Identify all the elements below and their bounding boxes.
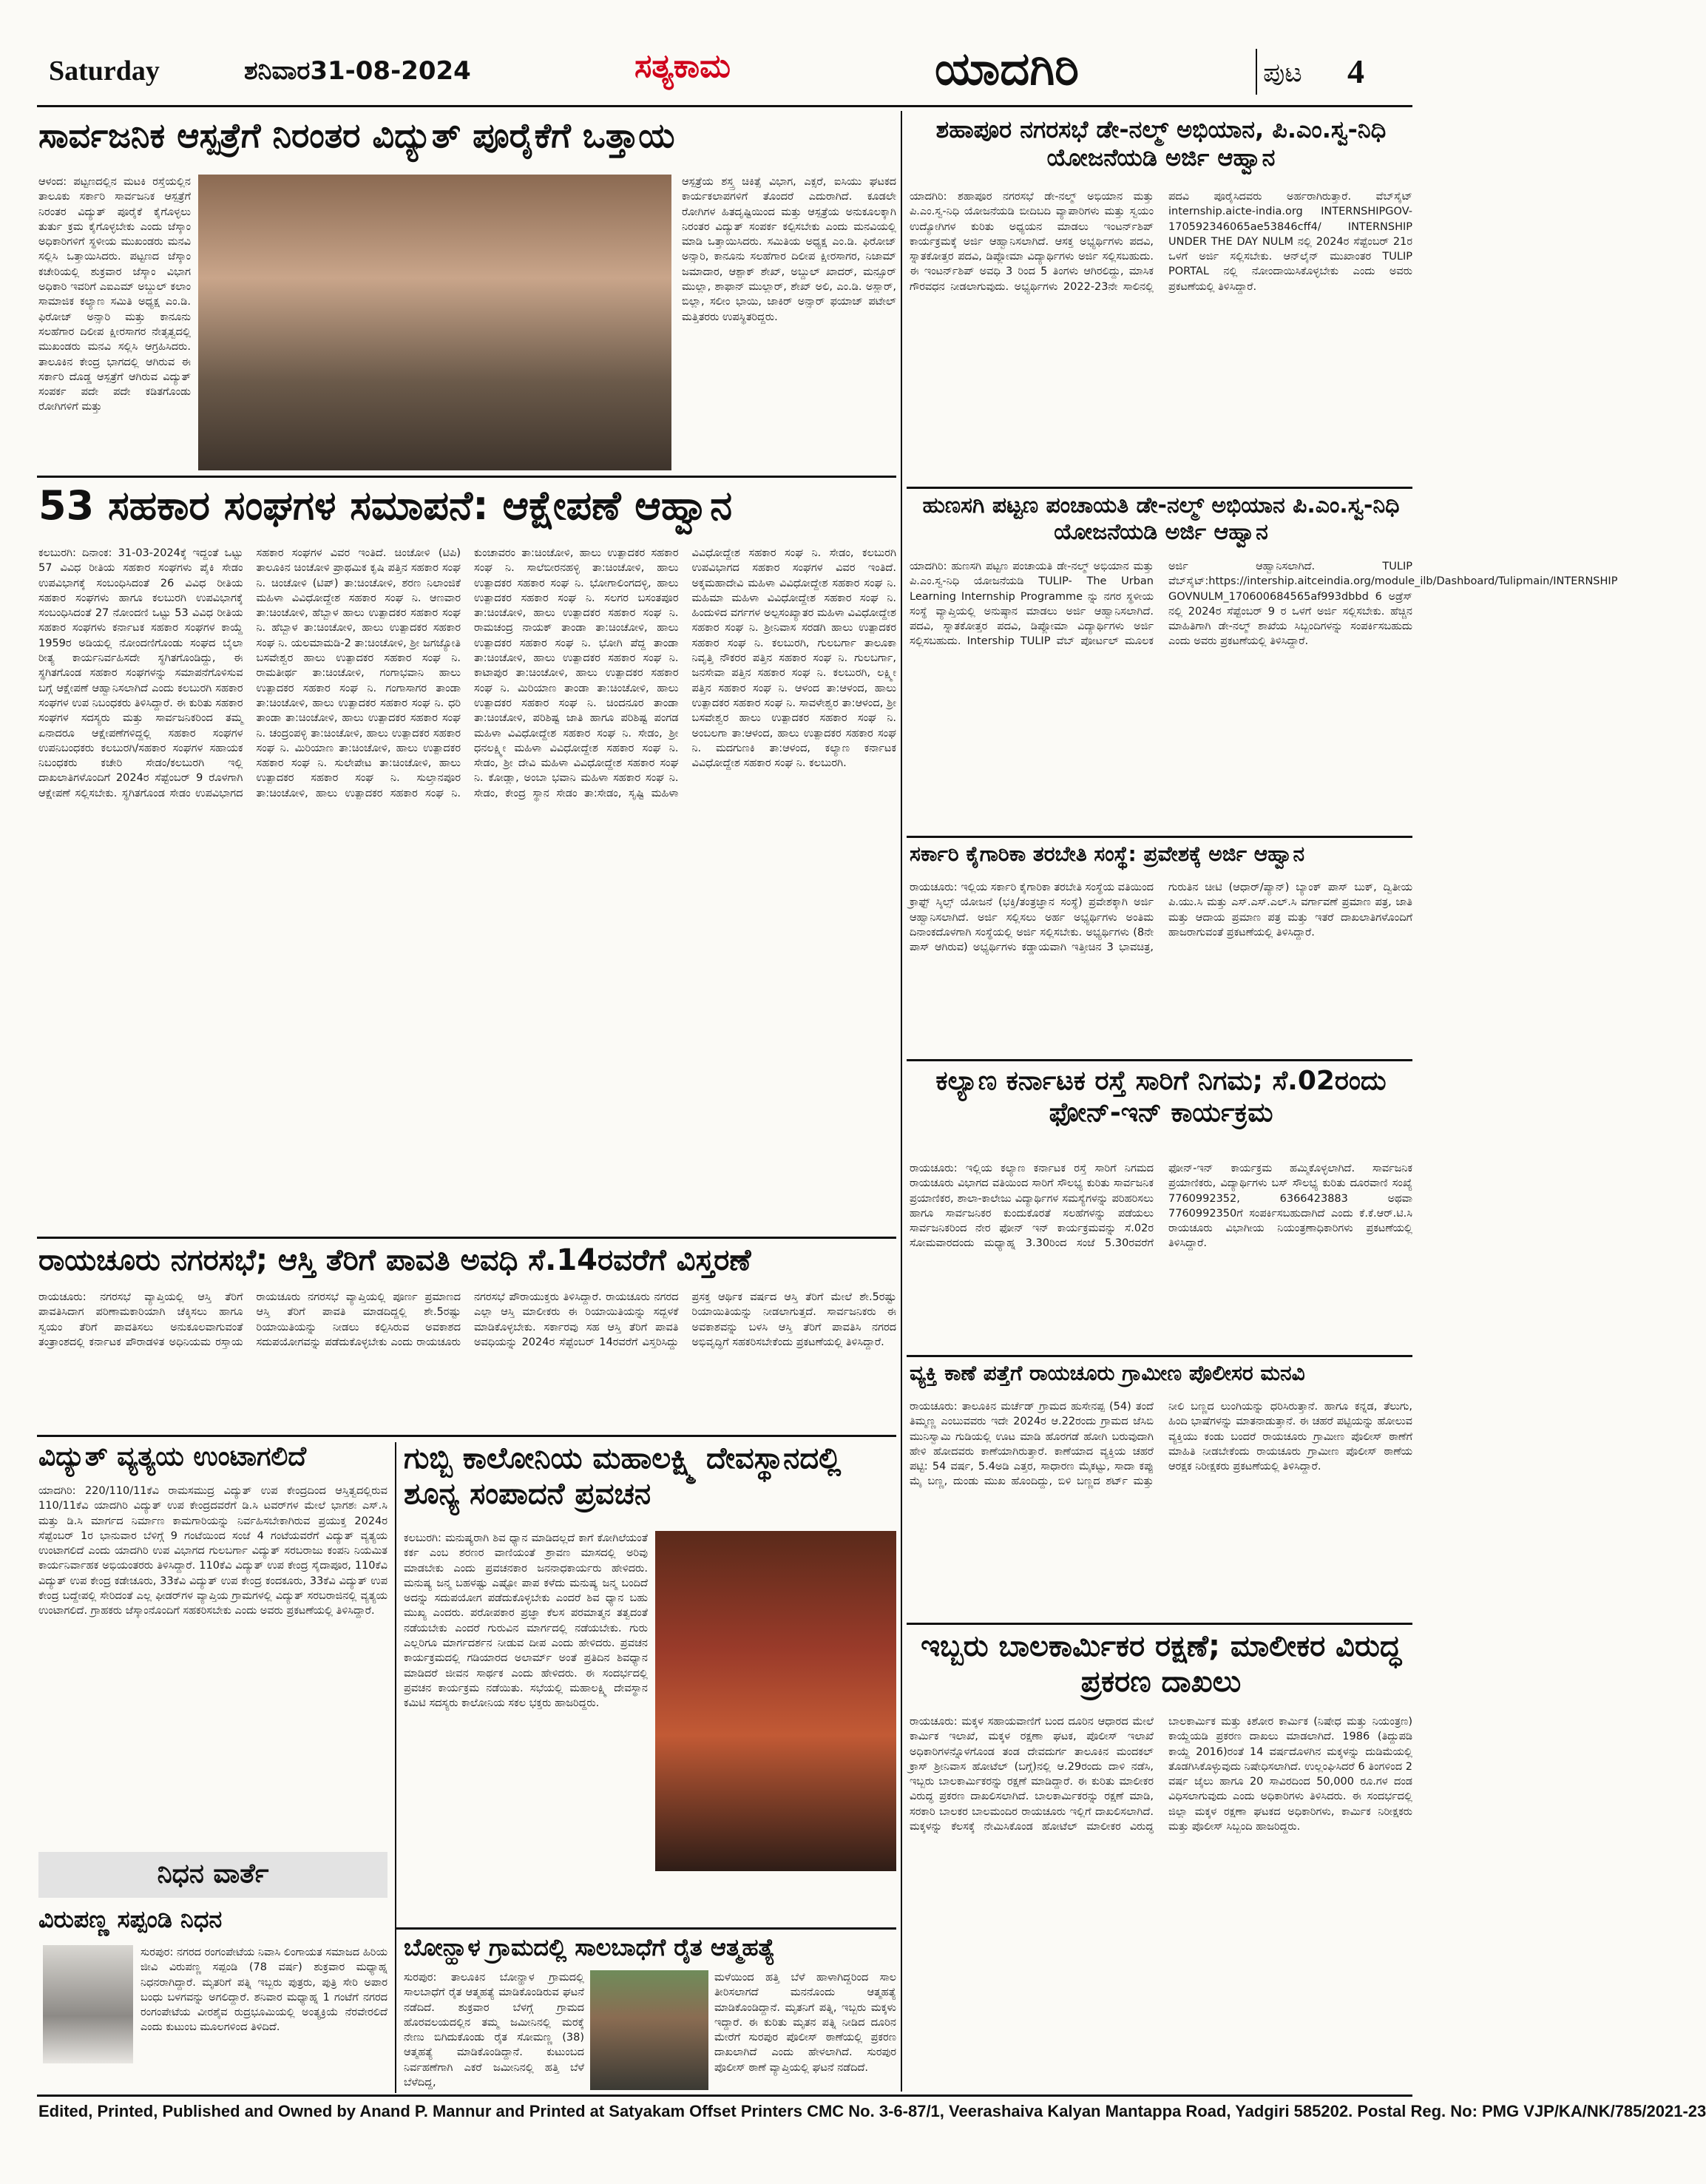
page-number: 4 bbox=[1347, 53, 1364, 90]
article-body: ಆಳಂದ: ಪಟ್ಟಣದಲ್ಲಿನ ಮಟಕಿ ರಸ್ತೆಯಲ್ಲಿನ ತಾಲೂಕು ಸರ್ಕಾರಿ ಸಾರ್ವಜನಿಕ ಆಸ್ಪತ್ರೆಗೆ ನಿರಂತರ ವಿದ್ಯುತ್ ಪೂರೈಕೆ ಕೈಗೊಳ್ಳಲು ತುರ್ತು ಕ್ರಮ ಕೈಗೊಳ್ಳಬೇಕು ಎಂದು ಜೆಸ್ಕಾಂ ಅಧಿಕಾರಿಗಳಿಗೆ ಸ್ಥಳೀಯ ಮುಖಂಡರು ಮನವಿ ಸಲ್ಲಿಸಿ ಒತ್ತಾಯಿಸಿದರು. ಪಟ್ಟಣದ ಜೆಸ್ಕಾಂ ಕಚೇರಿಯಲ್ಲಿ ಶುಕ್ರವಾರ ಜೆಸ್ಕಾಂ ವಿಭಾಗ ಅಧಿಕಾರಿ ಇವರಿಗೆ ಎಐಎಮ್ ಅಬ್ದುಲ್ ಕಲಾಂ ಸಾಮಾಜಿಕ ಕಲ್ಯಾಣ ಸಮಿತಿ ಅಧ್ಯಕ್ಷ ಎಂ.ಡಿ. ಫಿರೋಜ್ ಅನ್ಸಾರಿ ಮತ್ತು ಕಾನೂನು ಸಲಹೆಗಾರ ದಿಲೀಪ ಕ್ಷೀರಸಾಗರ ನೇತೃತ್ವದಲ್ಲಿ ಮುಖಂಡರು ಮನವಿ ಸಲ್ಲಿಸಿ ಆಗ್ರಹಿಸಿದರು. ತಾಲೂಕಿನ ಕೇಂದ್ರ ಭಾಗದಲ್ಲಿ ಆಗಿರುವ ಈ ಸರ್ಕಾರಿ ದೊಡ್ಡ ಆಸ್ಪತ್ರೆಗೆ ಆಗಿರುವ ವಿದ್ಯುತ್ ಸಂಪರ್ಕ ಪದೇ ಪದೇ ಕಡಿತಗೊಂಡು ರೋಗಿಗಳಿಗೆ ಮತ್ತು bbox=[38, 176, 191, 413]
article-body: ಸುರಪುರ: ತಾಲೂಕಿನ ಬೋನ್ಹಾಳ ಗ್ರಾಮದಲ್ಲಿ ಸಾಲಬಾಧೆಗೆ ರೈತ ಆತ್ಮಹತ್ಯೆ ಮಾಡಿಕೊಂಡಿರುವ ಘಟನೆ ನಡೆದಿದೆ. ಶುಕ್ರವಾರ ಬೆಳಗ್ಗೆ ಗ್ರಾಮದ ಹೊರವಲಯದಲ್ಲಿನ ತಮ್ಮ ಜಮೀನಿನಲ್ಲಿ ಮರಕ್ಕೆ ನೇಣು ಬಿಗಿದುಕೊಂಡು ರೈತ ಸೋಮಣ್ಣ (38) ಆತ್ಮಹತ್ಯೆ ಮಾಡಿಕೊಂಡಿದ್ದಾನೆ. ಕುಟುಂಬದ ನಿರ್ವಹಣೆಗಾಗಿ ಎಕರೆ ಜಮೀನಿನಲ್ಲಿ ಹತ್ತಿ ಬೆಳೆ ಬೆಳೆದಿದ್ದ, bbox=[404, 1972, 584, 2089]
article-body: ರಾಯಚೂರು: ಮಕ್ಕಳ ಸಹಾಯವಾಣಿಗೆ ಬಂದ ದೂರಿನ ಆಧಾರದ ಮೇಲೆ ಕಾರ್ಮಿಕ ಇಲಾಖೆ, ಮಕ್ಕಳ ರಕ್ಷಣಾ ಘಟಕ, ಪೊಲೀಸ್ ಇಲಾಖೆ ಅಧಿಕಾರಿಗಳನ್ನೊಳಗೊಂಡ ತಂಡ ದೇವದುರ್ಗ ತಾಲೂಕಿನ ಮಂದಕಲ್ ಕ್ರಾಸ್ ಶ್ರೀನಿವಾಸ ಹೋಟೆಲ್ (ಬಗ್ಗೆ)ನಲ್ಲಿ ಆ.29ರಂದು ದಾಳಿ ನಡೆಸಿ, ಇಬ್ಬರು ಬಾಲಕಾರ್ಮಿಕರನ್ನು ರಕ್ಷಣೆ ಮಾಡಿದ್ದಾರೆ. ಈ ಕುರಿತು ಮಾಲೀಕರ ವಿರುದ್ಧ ಪ್ರಕರಣ ದಾಖಲಿಸಲಾಗಿದೆ. ಬಾಲಕಾರ್ಮಿಕರನ್ನು ರಕ್ಷಣೆ ಮಾಡಿ, ಸರಕಾರಿ ಬಾಲಕರ ಬಾಲಮಂದಿರ ರಾಯಚೂರು ಇಲ್ಲಿಗೆ ದಾಖಲಿಸಲಾಗಿದೆ. ಮಕ್ಕಳನ್ನು ಕೆಲಸಕ್ಕೆ ನೇಮಿಸಿಕೊಂಡ ಹೋಟೆಲ್ ಮಾಲೀಕರ ವಿರುದ್ಧ ಬಾಲಕಾರ್ಮಿಕ ಮತ್ತು ಕಿಶೋರ ಕಾರ್ಮಿಕ (ನಿಷೇಧ ಮತ್ತು ನಿಯಂತ್ರಣ) ಕಾಯ್ದೆಯಡಿ ಪ್ರಕರಣ ದಾಖಲು ಮಾಡಲಾಗಿದೆ. 1986 (ತಿದ್ದುಪಡಿ ಕಾಯ್ದೆ 2016)ರಂತೆ 14 ವರ್ಷದೊಳಗಿನ ಮಕ್ಕಳನ್ನು ದುಡಿಮೆಯಲ್ಲಿ ತೊಡಗಿಸಿಕೊಳ್ಳುವುದು ನಿಷೇಧಿಸಲಾಗಿದೆ. ಉಲ್ಲಂಘಿಸಿದರೆ 6 ತಿಂಗಳಿಂದ 2 ವರ್ಷ ಜೈಲು ಹಾಗೂ 20 ಸಾವಿರದಿಂದ 50,000 ರೂ.ಗಳ ದಂಡ ವಿಧಿಸಲಾಗುವುದು ಎಂದು ಅಧಿಕಾರಿಗಳು ತಿಳಿಸಿದರು. ಈ ಸಂದರ್ಭದಲ್ಲಿ ಜಿಲ್ಲಾ ಮಕ್ಕಳ ರಕ್ಷಣಾ ಘಟಕದ ಅಧಿಕಾರಿಗಳು, ಕಾರ್ಮಿಕ ನಿರೀಕ್ಷಕರು ಮತ್ತು ಪೊಲೀಸ್ ಸಿಬ್ಬಂದಿ ಹಾಜರಿದ್ದರು. bbox=[910, 1716, 1412, 1833]
page-label: ಪುಟ bbox=[1263, 58, 1302, 88]
article-body: ರಾಯಚೂರು: ನಗರಸಭೆ ವ್ಯಾಪ್ತಿಯಲ್ಲಿ ಆಸ್ತಿ ತೆರಿಗೆ ಪಾವತಿಸಿದಾಗ ಪರಿಣಾಮಕಾರಿಯಾಗಿ ಚೆಕ್ಕಿಸಲು ಹಾಗೂ ಸ್ವಯಂ ತೆರಿಗೆ ಪಾವತಿಸಲು ಅನುಕೂಲವಾಗುವಂತೆ ತಂತ್ರಾಂಶದಲ್ಲಿ ಕರ್ನಾಟಕ ಪೌರಾಡಳಿತ ಅಧಿನಿಯಮ ರಸ್ತಾಯ ರಾಯಚೂರು ನಗರಸಭೆ ವ್ಯಾಪ್ತಿಯಲ್ಲಿ ಪೂರ್ಣ ಪ್ರಮಾಣದ ಆಸ್ತಿ ತೆರಿಗೆ ಪಾವತಿ ಮಾಡದಿದ್ದಲ್ಲಿ ಶೇ.5ರಷ್ಟು ರಿಯಾಯಿತಿಯನ್ನು ನೀಡಲು ಕಲ್ಪಿಸಿರುವ ಅವಕಾಶದ ಸದುಪಯೋಗವನ್ನು ಪಡೆದುಕೊಳ್ಳಬೇಕು ಎಂದು ರಾಯಚೂರು ನಗರಸಭೆ ಪೌರಾಯುಕ್ತರು ತಿಳಿಸಿದ್ದಾರೆ. ರಾಯಚೂರು ನಗರದ ಎಲ್ಲಾ ಆಸ್ತಿ ಮಾಲೀಕರು ಈ ರಿಯಾಯಿತಿಯನ್ನು ಸದ್ಬಳಕೆ ಮಾಡಿಕೊಳ್ಳಬೇಕು. ಸರ್ಕಾರವು ಸಹ ಆಸ್ತಿ ತೆರಿಗೆ ಪಾವತಿ ಅವಧಿಯನ್ನು 2024ರ ಸೆಪ್ಟೆಂಬರ್ 14ರವರೆಗೆ ವಿಸ್ತರಿಸಿದ್ದು ಪ್ರಸಕ್ತ ಆರ್ಥಿಕ ವರ್ಷದ ಆಸ್ತಿ ತೆರಿಗೆ ಮೇಲೆ ಶೇ.5ರಷ್ಟು ರಿಯಾಯಿತಿಯನ್ನು ನೀಡಲಾಗುತ್ತದೆ. ಸಾರ್ವಜನಿಕರು ಈ ಅವಕಾಶವನ್ನು ಬಳಸಿ ಆಸ್ತಿ ತೆರಿಗೆ ಪಾವತಿಸಿ ನಗರದ ಅಭಿವೃದ್ಧಿಗೆ ಸಹಕರಿಸಬೇಕೆಂದು ಪ್ರಕಟಣೆಯಲ್ಲಿ ತಿಳಿಸಿದ್ದಾರೆ. bbox=[38, 1291, 896, 1348]
news-photo bbox=[198, 175, 671, 470]
article-body: ಆಸ್ಪತ್ರೆಯ ಶಸ್ತ್ರ ಚಿಕಿತ್ಸೆ ವಿಭಾಗ, ಎಕ್ಸರೆ, ಐಸಿಯು ಘಟಕದ ಕಾರ್ಯಕಲಾಪಗಳಿಗೆ ತೊಂದರೆ ಎದುರಾಗಿದೆ. ಕೂಡಲೇ ರೋಗಿಗಳ ಹಿತದೃಷ್ಟಿಯಿಂದ ಮತ್ತು ಆಸ್ಪತ್ರೆಯ ಅನುಕೂಲಕ್ಕಾಗಿ ನಿರಂತರ ವಿದ್ಯುತ್ ಸಂಪರ್ಕ ಕಲ್ಪಿಸಬೇಕು ಎಂದು ಮನವಿಯಲ್ಲಿ ಮಾಡಿ ಒತ್ತಾಯಿಸಿದರು. ಸಮಿತಿಯ ಅಧ್ಯಕ್ಷ ಎಂ.ಡಿ. ಫಿರೋಜ್ ಅನ್ಸಾರಿ, ಕಾನೂನು ಸಲಹೆಗಾರ ದಿಲೀಪ ಕ್ಷೀರಸಾಗರ, ನಿಜಾಮ್ ಜಮಾದಾರ, ಆಶ್ಪಾಕ್ ಶೇಖ್, ಅಬ್ದುಲ್ ಖಾದರ್, ಮನ್ಸೂರ್ ಮುಲ್ಲಾ, ಶಾಫಾನ್ ಮುಲ್ಲಾರ್, ಶೇಖ್ ಅಲಿ, ಎಂ.ಡಿ. ಅಸ್ಲಾರ್, ಬಿಲ್ಲಾ, ಸಲೀಂ ಭಾಯಿ, ಜಾಕಿರ್ ಅನ್ಸಾರ್ ಫಯಾಜ್ ಪಟೇಲ್ ಮತ್ತಿತರರು ಉಪಸ್ಥಿತರಿದ್ದರು. bbox=[682, 176, 896, 323]
article-headline: ಶಹಾಪೂರ ನಗರಸಭೆ ಡೇ-ನಲ್ಮ್ ಅಭಿಯಾನ, ಪಿ.ಎಂ.ಸ್ವ-ನಿಧಿ ಯೋಜನೆಯಡಿ ಅರ್ಜಿ ಆಹ್ವಾನ bbox=[935, 115, 1387, 172]
section-rule bbox=[907, 836, 1412, 838]
farmer-photo bbox=[590, 1970, 708, 2090]
article-body: ರಾಯಚೂರು: ಇಲ್ಲಿಯ ಕಲ್ಯಾಣ ಕರ್ನಾಟಕ ರಸ್ತೆ ಸಾರಿಗೆ ನಿಗಮದ ರಾಯಚೂರು ವಿಭಾಗದ ವತಿಯಿಂದ ಸಾರಿಗೆ ಸೌಲಭ್ಯ ಕುರಿತು ಸಾರ್ವಜನಿಕ ಪ್ರಯಾಣಿಕರ, ಶಾಲಾ-ಕಾಲೇಜು ವಿದ್ಯಾರ್ಥಿಗಳ ಸಮಸ್ಯೆಗಳನ್ನು ಪರಿಹರಿಸಲು ಹಾಗೂ ಸಾರ್ವಜನಿಕರ ಕುಂದುಕೊರತೆ ಸಲಹೆಗಳನ್ನು ಪಡೆಯಲು ಸಾರ್ವಜನಿಕರಿಂದ ನೇರ ಫೋನ್ ಇನ್ ಕಾರ್ಯಕ್ರಮವನ್ನು ಸೆ.02ರ ಸೋಮವಾರದಂದು ಮಧ್ಯಾಹ್ನ 3.30ರಿಂದ ಸಂಜೆ 5.30ರವರೆಗೆ ಫೋನ್-ಇನ್ ಕಾರ್ಯಕ್ರಮ ಹಮ್ಮಿಕೊಳ್ಳಲಾಗಿದೆ. ಸಾರ್ವಜನಿಕ ಪ್ರಯಾಣಿಕರು, ವಿದ್ಯಾರ್ಥಿಗಳು ಬಸ್ ಸೌಲಭ್ಯ ಕುರಿತು ದೂರವಾಣಿ ಸಂಖ್ಯೆ 7760992352, 6366423883 ಅಥವಾ 7760992350ಗೆ ಸಂಪರ್ಕಿಸಬಹುದಾಗಿದೆ ಎಂದು ಕೆ.ಕೆ.ಆರ್.ಟಿ.ಸಿ ರಾಯಚೂರು ವಿಭಾಗೀಯ ನಿಯಂತ್ರಣಾಧಿಕಾರಿಗಳು ಪ್ರಕಟಣೆಯಲ್ಲಿ ತಿಳಿಸಿದ್ದಾರೆ. bbox=[910, 1163, 1412, 1250]
article-headline: ಸಾರ್ವಜನಿಕ ಆಸ್ಪತ್ರೆಗೆ ನಿರಂತರ ವಿದ್ಯುತ್ ಪೂರೈಕೆಗೆ ಒತ್ತಾಯ bbox=[38, 115, 675, 155]
section-rule bbox=[37, 1435, 896, 1437]
article-body: ಯಾದಗಿರಿ: 220/110/11ಕೆವಿ ರಾಮಸಮುದ್ರ ವಿದ್ಯುತ್ ಉಪ ಕೇಂದ್ರದಿಂದ ಆಸ್ತಿತ್ವದಲ್ಲಿರುವ 110/11ಕೆವಿ ಯಾದಗಿರಿ ವಿದ್ಯುತ್ ಉಪ ಕೇಂದ್ರದವರೆಗೆ ಡಿ.ಸಿ ಟವರ್‌ಗಳ ಮೇಲೆ ಭಾಗಶಃ ಎಸ್.ಸಿ ಮತ್ತು ಡಿ.ಸಿ ಮಾರ್ಗದ ನಿರ್ಮಾಣ ಕಾಮಗಾರಿಯನ್ನು ನಿರ್ವಹಿಸಬೇಕಾಗಿರುವ ಪ್ರಯುಕ್ತ 2024ರ ಸೆಪ್ಟೆಂಬರ್ 1ರ ಭಾನುವಾರ ಬೆಳಿಗ್ಗೆ 9 ಗಂಟೆಯಿಂದ ಸಂಜೆ 4 ಗಂಟೆಯವರೆಗೆ ವಿದ್ಯುತ್ ವ್ಯತ್ಯಯ ಉಂಟಾಗಲಿದೆ ಎಂದು ಯಾದಗಿರಿ ಉಪ ವಿಭಾಗದ ಗುಲಬರ್ಗಾ ವಿದ್ಯುತ್ ಸರಬರಾಜು ಕಂಪನಿ ನಿಯಮಿತ ಕಾರ್ಯನಿರ್ವಾಹಕ ಅಭಿಯಂತರರು ತಿಳಿಸಿದ್ದಾರೆ. 110ಕೆವಿ ವಿದ್ಯುತ್ ಉಪ ಕೇಂದ್ರ ಸೈದಾಪೂರ, 110ಕೆವಿ ವಿದ್ಯುತ್ ಉಪ ಕೇಂದ್ರ ಕಡೇಚೂರು, 33ಕೆವಿ ವಿದ್ಯುತ್ ಉಪ ಕೇಂದ್ರ ಕಂದಕೂರು, 33ಕೆವಿ ವಿದ್ಯುತ್ ಉಪ ಕೇಂದ್ರ ಬದ್ದೇಪಲ್ಲಿ ಸೇರಿದಂತೆ ಎಲ್ಲ ಫೀಡರ್‌ಗಳ ವ್ಯಾಪ್ತಿಯ ಗ್ರಾಮಗಳಲ್ಲಿ ವಿದ್ಯುತ್ ಸರಬರಾಜಿನಲ್ಲಿ ವ್ಯತ್ಯಯ ಉಂಟಾಗಲಿದೆ. ಗ್ರಾಹಕರು ಜೆಸ್ಕಾಂನೊಂದಿಗೆ ಸಹಕರಿಸಬೇಕು ಎಂದು ಅವರು ಪ್ರಕಟಣೆಯಲ್ಲಿ ತಿಳಿಸಿದ್ದಾರೆ. bbox=[38, 1485, 387, 1617]
edition-city: ಯಾದಗಿರಿ bbox=[935, 41, 1079, 95]
section-rule bbox=[907, 1059, 1412, 1061]
article-headline: ವಿದ್ಯುತ್ ವ್ಯತ್ಯಯ ಉಂಟಾಗಲಿದೆ bbox=[38, 1441, 307, 1472]
article-body: ರಾಯಚೂರು: ತಾಲೂಕಿನ ಮರ್ಚೆಡ್ ಗ್ರಾಮದ ಹುಸೇನಪ್ಪ (54) ತಂದೆ ತಿಮ್ಮಣ್ಣ ಎಂಬುವವರು ಇದೇ 2024ರ ಆ.22ರಂದು ಗ್ರಾಮದ ಜೆಸಿಬಿ ಮುನಿಸ್ವಾಮಿ ಗುಡಿಯಲ್ಲಿ ಊಟ ಮಾಡಿ ಹೊರಗಡೆ ಹೋಗಿ ಬರುವುದಾಗಿ ಹೇಳಿ ಹೋದವರು ಕಾಣೆಯಾಗಿರುತ್ತಾರೆ. ಕಾಣೆಯಾದ ವ್ಯಕ್ತಿಯ ಚಹರೆ ಪಟ್ಟಿ: 54 ವರ್ಷ, 5.4ಅಡಿ ಎತ್ತರ, ಸಾಧಾರಣ ಮೈಕಟ್ಟು, ಸಾದಾ ಕಪ್ಪು ಮೈ ಬಣ್ಣ, ದುಂಡು ಮುಖ ಹೊಂದಿದ್ದು, ಬಿಳಿ ಬಣ್ಣದ ಶರ್ಟ್ ಮತ್ತು ನೀಲಿ ಬಣ್ಣದ ಲುಂಗಿಯನ್ನು ಧರಿಸಿರುತ್ತಾನೆ. ಹಾಗೂ ಕನ್ನಡ, ತೆಲುಗು, ಹಿಂದಿ ಭಾಷೆಗಳನ್ನು ಮಾತನಾಡುತ್ತಾನೆ. ಈ ಚಹರೆ ಪಟ್ಟಿಯನ್ನು ಹೋಲುವ ವ್ಯಕ್ತಿಯು ಕಂಡು ಬಂದರೆ ರಾಯಚೂರು ಗ್ರಾಮೀಣ ಪೊಲೀಸ್ ಠಾಣೆಗೆ ಮಾಹಿತಿ ನೀಡಬೇಕೆಂದು ರಾಯಚೂರು ಗ್ರಾಮೀಣ ಪೊಲೀಸ್ ಠಾಣೆಯ ಆರಕ್ಷಕ ನಿರೀಕ್ಷಕರು ಪ್ರಕಟಣೆಯಲ್ಲಿ ತಿಳಿಸಿದ್ದಾರೆ. bbox=[910, 1401, 1412, 1488]
article-headline: ಇಬ್ಬರು ಬಾಲಕಾರ್ಮಿಕರ ರಕ್ಷಣೆ; ಮಾಲೀಕರ ವಿರುದ್ಧ ಪ್ರಕರಣ ದಾಖಲು bbox=[921, 1629, 1401, 1699]
portrait-photo bbox=[43, 1945, 133, 2063]
article-headline: 53 ಸಹಕಾರ ಸಂಘಗಳ ಸಮಾಪನೆ: ಆಕ್ಷೇಪಣೆ ಆಹ್ವಾನ bbox=[38, 482, 733, 529]
right-column-divider bbox=[901, 111, 902, 2092]
speaker-photo bbox=[655, 1531, 896, 1871]
article-body: ಯಾದಗಿರಿ: ಹುಣಸಗಿ ಪಟ್ಟಣ ಪಂಚಾಯತಿ ಡೇ-ನಲ್ಮ್ ಅಭಿಯಾನ ಮತ್ತು ಪಿ.ಎಂ.ಸ್ವ-ನಿಧಿ ಯೋಜನೆಯಡಿ TULIP- The Urban Learning Internship Programme ನ್ನು ನಗರ ಸ್ಥಳೀಯ ಸಂಸ್ಥೆ ವ್ಯಾಪ್ತಿಯಲ್ಲಿ ಅನುಷ್ಠಾನ ಮಾಡಲು ಅರ್ಜಿ ಆಹ್ವಾನಿಸಲಾಗಿದೆ. ಪದವಿ, ಸ್ನಾತಕೋತ್ತರ ಪದವಿ, ಡಿಪ್ಲೋಮಾ ವಿದ್ಯಾರ್ಥಿಗಳು ಅರ್ಜಿ ಸಲ್ಲಿಸಬಹುದು. Intership TULIP ವೆಬ್ ಪೋರ್ಟಲ್ ಮೂಲಕ ಅರ್ಜಿ ಆಹ್ವಾನಿಸಲಾಗಿದೆ. TULIP ವೆಬ್‌ಸೈಟ್:https://intership.aitceindia.org/module_ilb/Dashboard/Tulipmain/INTERNSHIP GOVNULM_170600684565af993dbbd 6 ಅಡ್ರೆಸ್ ನಲ್ಲಿ 2024ರ ಸೆಪ್ಟೆಂಬರ್ 9 ರ ಒಳಗೆ ಅರ್ಜಿ ಸಲ್ಲಿಸಬೇಕು. ಹೆಚ್ಚಿನ ಮಾಹಿತಿಗಾಗಿ ಡೇ-ನಲ್ಮ್ ಶಾಖೆಯ ಸಿಬ್ಬಂದಿಗಳನ್ನು ಸಂಪರ್ಕಿಸಬಹುದು ಎಂದು ಅವರು ಪ್ರಕಟಣೆಯಲ್ಲಿ ತಿಳಿಸಿದ್ದಾರೆ. bbox=[910, 561, 1618, 648]
article-body: ರಾಯಚೂರು: ಇಲ್ಲಿಯ ಸರ್ಕಾರಿ ಕೈಗಾರಿಕಾ ತರಬೇತಿ ಸಂಸ್ಥೆಯ ವತಿಯಿಂದ ಕ್ರಾಫ್ಟ್ ಸ್ಕಿಲ್ಸ್ ಯೋಜನೆ (ಭಕ್ತಿ/ತಂತ್ರಜ್ಞಾನ ಸಂಸ್ಥೆ) ಪ್ರವೇಶಕ್ಕಾಗಿ ಅರ್ಜಿ ಆಹ್ವಾನಿಸಲಾಗಿದೆ. ಅರ್ಜಿ ಸಲ್ಲಿಸಲು ಅರ್ಹ ಅಭ್ಯರ್ಥಿಗಳು ಅಂತಿಮ ದಿನಾಂಕದೊಳಗಾಗಿ ಸಂಸ್ಥೆಯಲ್ಲಿ ಅರ್ಜಿ ಸಲ್ಲಿಸಬೇಕು. ಅಭ್ಯರ್ಥಿಗಳು (8ನೇ ಪಾಸ್ ಆಗಿರುವ) ಅಭ್ಯರ್ಥಿಗಳು ಕಡ್ಡಾಯವಾಗಿ ಇತ್ತೀಚಿನ 3 ಭಾವಚಿತ್ರ, ಗುರುತಿನ ಚೀಟಿ (ಆಧಾರ್/ಪ್ಯಾನ್) ಬ್ಯಾಂಕ್ ಪಾಸ್ ಬುಕ್, ದ್ವಿತೀಯ ಪಿ.ಯು.ಸಿ ಮತ್ತು ಎಸ್.ಎಸ್.ಎಲ್.ಸಿ ವರ್ಗಾವಣೆ ಪ್ರಮಾಣ ಪತ್ರ, ಜಾತಿ ಮತ್ತು ಆದಾಯ ಪ್ರಮಾಣ ಪತ್ರ ಮತ್ತು ಇತರೆ ದಾಖಲಾತಿಗಳೊಂದಿಗೆ ಹಾಜರಾಗುವಂತೆ ಪ್ರಕಟಣೆಯಲ್ಲಿ ತಿಳಿಸಿದ್ದಾರೆ. bbox=[910, 882, 1412, 954]
section-rule bbox=[37, 1237, 896, 1239]
column-divider bbox=[395, 1442, 396, 2093]
obituary-section-title: ನಿಧನ ವಾರ್ತೆ bbox=[157, 1859, 269, 1889]
article-headline: ಗುಬ್ಬಿ ಕಾಲೋನಿಯ ಮಹಾಲಕ್ಷ್ಮಿ ದೇವಸ್ಥಾನದಲ್ಲಿ ಶೂನ್ಯ ಸಂಪಾದನೆ ಪ್ರವಚನ bbox=[404, 1441, 842, 1511]
imprint-line: Edited, Printed, Published and Owned by Anand P. Mannur and Printed at Satyakam Offset Printers CMC No. 3-6-87/1, Veerashaiva Kalyan Mantappa Road, Yadgiri 585202. Postal Reg. No: PMG VJP/KA/NK/785/2021-23 bbox=[38, 2102, 1706, 2120]
article-body: ಕಲಬುರಗಿ: ದಿನಾಂಕ: 31-03-2024ಕ್ಕೆ ಇದ್ದಂತೆ ಒಟ್ಟು 57 ವಿವಿಧ ರೀತಿಯ ಸಹಕಾರ ಸಂಘಗಳು ಪೈಕಿ ಸೇಡಂ ಉಪವಿಭಾಗಕ್ಕೆ ಸಂಬಂಧಿಸಿದಂತೆ 26 ವಿವಿಧ ರೀತಿಯ ಸಹಕಾರ ಸಂಘಗಳು ಹಾಗೂ ಕಲಬುರಗಿ ಉಪವಿಭಾಗಕ್ಕೆ ಸಂಬಂಧಿಸಿದಂತೆ 27 ನೋಂದಣಿ ಒಟ್ಟು 53 ವಿವಿಧ ರೀತಿಯ ಸಹಕಾರ ಸಂಘಗಳು ಕರ್ನಾಟಕ ಸಹಕಾರ ಸಂಘಗಳ ಕಾಯ್ದೆ 1959ರ ಅಡಿಯಲ್ಲಿ ನೋಂದಣಿಗೊಂಡು ಸಂಘದ ಬೈಲಾ ರೀತ್ಯ ಕಾರ್ಯನಿರ್ವಹಿಸದೇ ಸ್ಥಗಿತಗೊಂಡಿದ್ದು, ಈ ಸ್ಥಗಿತಗೊಂಡ ಸಹಕಾರ ಸಂಘಗಳನ್ನು ಸಮಾಪನೆಗೊಳಿಸುವ ಬಗ್ಗೆ ಆಕ್ಷೇಪಣೆ ಆಹ್ವಾನಿಸಲಾಗಿದೆ ಎಂದು ಕಲಬುರಗಿ ಸಹಕಾರ ಸಂಘಗಳ ಉಪ ನಿಬಂಧಕರು ತಿಳಿಸಿದ್ದಾರೆ. ಈ ಕುರಿತು ಸಹಕಾರ ಸಂಘಗಳ ಸದಸ್ಯರು ಮತ್ತು ಸಾರ್ವಜನಿಕರಿಂದ ತಮ್ಮ ಏನಾದರೂ ಆಕ್ಷೇಪಣೆಗಳಿದ್ದಲ್ಲಿ ಸಹಕಾರ ಸಂಘಗಳ ಉಪನಿಬಂಧಕರು ಕಲಬುರಗಿ/ಸಹಕಾರ ಸಂಘಗಳ ಸಹಾಯಕ ನಿಬಂಧಕರು ಕಚೇರಿ ಸೇಡಂ/ಕಲಬುರಗಿ ಇಲ್ಲಿ ದಾಖಲಾತಿಗಳೊಂದಿಗೆ 2024ರ ಸೆಪ್ಟೆಂಬರ್ 9 ರೊಳಗಾಗಿ ಆಕ್ಷೇಪಣೆ ಸಲ್ಲಿಸಬೇಕು. ಸ್ಥಗಿತಗೊಂಡ ಸೇಡಂ ಉಪವಿಭಾಗದ ಸಹಕಾರ ಸಂಘಗಳ ವಿವರ ಇಂತಿದೆ. ಚಿಂಚೋಳಿ (ಟಿಪಿ) ತಾಲೂಕಿನ ಚಿಂಚೋಳಿ ಪ್ರಾಥಮಿಕ ಕೃಷಿ ಪತ್ತಿನ ಸಹಕಾರ ಸಂಘ ನಿ. ಚಿಂಚೋಳಿ (ಟಿಪ್) ತಾ:ಚಿಂಚೋಳಿ, ಶರಣ ನಿಲಾಂಜಿಕೆ ಮಹಿಳಾ ವಿವಿಧೋದ್ದೇಶ ಸಹಕಾರ ಸಂಘ ನಿ. ಆಣವಾರ ತಾ:ಚಿಂಚೋಳಿ, ಹೆಬ್ಬಾಳ ಹಾಲು ಉತ್ಪಾದಕರ ಸಹಕಾರ ಸಂಘ ನಿ. ಹೆಬ್ಬಾಳ ತಾ:ಚಿಂಚೋಳಿ, ಹಾಲು ಉತ್ಪಾದಕರ ಸಹಕಾರ ಸಂಘ ನಿ. ಯಲಮಾಮಡಿ-2 ತಾ:ಚಿಂಚೋಳಿ, ಶ್ರೀ ಜಗಜ್ಯೋತಿ ಬಸವೇಶ್ವರ ಹಾಲು ಉತ್ಪಾದಕರ ಸಹಕಾರ ಸಂಘ ನಿ. ರಾಮತೀರ್ಥ ತಾ:ಚಿಂಚೋಳಿ, ಗಂಗಾಭವಾನಿ ಹಾಲು ಉತ್ಪಾದಕರ ಸಹಕಾರ ಸಂಘ ನಿ. ಗಂಗಾಸಾಗರ ತಾಂಡಾ ತಾ:ಚಿಂಚೋಳಿ, ಹಾಲು ಉತ್ಪಾದಕರ ಸಹಕಾರ ಸಂಘ ನಿ. ಧರಿ ತಾಂಡಾ ತಾ:ಚಿಂಚೋಳಿ, ಹಾಲು ಉತ್ಪಾದಕರ ಸಹಕಾರ ಸಂಘ ನಿ. ಚಂದ್ರಂಪಳ್ಳಿ ತಾ:ಚಿಂಚೋಳಿ, ಹಾಲು ಉತ್ಪಾದಕರ ಸಹಕಾರ ಸಂಘ ನಿ. ಮಿರಿಯಾಣ ತಾ:ಚಿಂಚೋಳಿ, ಹಾಲು ಉತ್ಪಾದಕರ ಸಹಕಾರ ಸಂಘ ನಿ. ಸುಲೇಪೇಟ ತಾ:ಚಿಂಚೋಳಿ, ಹಾಲು ಉತ್ಪಾದಕರ ಸಹಕಾರ ಸಂಘ ನಿ. ಸುಲ್ತಾನಪೂರ ತಾ:ಚಿಂಚೋಳಿ, ಹಾಲು ಉತ್ಪಾದಕರ ಸಹಕಾರ ಸಂಘ ನಿ. ಕುಂಚಾವರಂ ತಾ:ಚಿಂಚೋಳಿ, ಹಾಲು ಉತ್ಪಾದಕರ ಸಹಕಾರ ಸಂಘ ನಿ. ಸಾಲೆಬೀರನಹಳ್ಳಿ ತಾ:ಚಿಂಚೋಳಿ, ಹಾಲು ಉತ್ಪಾದಕರ ಸಹಕಾರ ಸಂಘ ನಿ. ಭೋಗಾಲಿಂಗದಳ್ಳಿ, ಹಾಲು ಉತ್ಪಾದಕರ ಸಹಕಾರ ಸಂಘ ನಿ. ಸಲಗರ ಬಸಂತಪೂರ ತಾ:ಚಿಂಚೋಳಿ, ಹಾಲು ಉತ್ಪಾದಕರ ಸಹಕಾರ ಸಂಘ ನಿ. ರಾಮಚಂದ್ರ ನಾಯಕ್ ತಾಂಡಾ ತಾ:ಚಿಂಚೋಳಿ, ಹಾಲು ಉತ್ಪಾದಕರ ಸಹಕಾರ ಸಂಘ ನಿ. ಭೋಗಿ ಪೆದ್ದ ತಾಂಡಾ ತಾ:ಚಿಂಚೋಳಿ, ಹಾಲು ಉತ್ಪಾದಕರ ಸಹಕಾರ ಸಂಘ ನಿ. ಕಾಟಾಪುರ ತಾ:ಚಿಂಚೋಳಿ, ಹಾಲು ಉತ್ಪಾದಕರ ಸಹಕಾರ ಸಂಘ ನಿ. ಮಿರಿಯಾಣ ತಾಂಡಾ ತಾ:ಚಿಂಚೋಳಿ, ಹಾಲು ಉತ್ಪಾದಕರ ಸಹಕಾರ ಸಂಘ ನಿ. ಚಿಂದನೂರ ತಾಂಡಾ ತಾ:ಚಿಂಚೋಳಿ, ಪರಿಶಿಷ್ಟ ಜಾತಿ ಹಾಗೂ ಪರಿಶಿಷ್ಟ ಪಂಗಡ ಮಹಿಳಾ ವಿವಿಧೋದ್ದೇಶ ಸಹಕಾರ ಸಂಘ ನಿ. ಸೇಡಂ, ಶ್ರೀ ಧನಲಕ್ಷ್ಮೀ ಮಹಿಳಾ ವಿವಿಧೋದ್ದೇಶ ಸಹಕಾರ ಸಂಘ ನಿ. ಸೇಡಂ, ಶ್ರೀ ದೇವಿ ಮಹಿಳಾ ವಿವಿಧೋದ್ದೇಶ ಸಹಕಾರ ಸಂಘ ನಿ. ಕೋಡ್ಲಾ, ಅಂಬಾ ಭವಾನಿ ಮಹಿಳಾ ಸಹಕಾರ ಸಂಘ ನಿ. ಸೇಡಂ, ಕೇಂದ್ರ ಸ್ಥಾನ ಸೇಡಂ ತಾ:ಸೇಡಂ, ಸೃಷ್ಟಿ ಮಹಿಳಾ ವಿವಿಧೋದ್ದೇಶ ಸಹಕಾರ ಸಂಘ ನಿ. ಸೇಡಂ, ಕಲಬುರಗಿ ಉಪವಿಭಾಗದ ಸಹಕಾರ ಸಂಘಗಳ ವಿವರ ಇಂತಿದೆ. ಅಕ್ಕಮಹಾದೇವಿ ಮಹಿಳಾ ವಿವಿಧೋದ್ದೇಶ ಸಹಕಾರ ಸಂಘ ನಿ. ಮಹಿಮಾ ಮಹಿಳಾ ವಿವಿಧೋದ್ದೇಶ ಸಹಕಾರ ಸಂಘ ನಿ. ಹಿಂದುಳಿದ ವರ್ಗಗಳ ಅಲ್ಪಸಂಖ್ಯಾತರ ಮಹಿಳಾ ವಿವಿಧೋದ್ದೇಶ ಸಹಕಾರ ಸಂಘ ನಿ. ಶ್ರೀನಿವಾಸ ಸರಡಗಿ ಹಾಲು ಉತ್ಪಾದಕರ ಸಹಕಾರ ಸಂಘ ನಿ. ಕಲಬುರಗಿ, ಗುಲಬರ್ಗಾ ತಾಲೂಕಾ ನಿವೃತ್ತಿ ನೌಕರರ ಪತ್ತಿನ ಸಹಕಾರ ಸಂಘ ನಿ. ಗುಲಬರ್ಗಾ, ಜನಸೇವಾ ಪತ್ತಿನ ಸಹಕಾರ ಸಂಘ ನಿ. ಕಲಬುರಗಿ, ಲಕ್ಷ್ಮೀ ಪತ್ತಿನ ಸಹಕಾರ ಸಂಘ ನಿ. ಆಳಂದ ತಾ:ಆಳಂದ, ಹಾಲು ಉತ್ಪಾದಕರ ಸಹಕಾರ ಸಂಘ ನಿ. ಸಾವಳೇಶ್ವರ ತಾ:ಆಳಂದ, ಶ್ರೀ ಬಸವೇಶ್ವರ ಹಾಲು ಉತ್ಪಾದಕರ ಸಹಕಾರ ಸಂಘ ನಿ. ಅಂಬಲಗಾ ತಾ:ಆಳಂದ, ಹಾಲು ಉತ್ಪಾದಕರ ಸಹಕಾರ ಸಂಘ ನಿ. ಮದಗುಣಕಿ ತಾ:ಆಳಂದ, ಕಲ್ಯಾಣ ಕರ್ನಾಟಕ ವಿವಿಧೋದ್ದೇಶ ಸಹಕಾರ ಸಂಘ ನಿ. ಕಲಬುರಗಿ. bbox=[38, 547, 896, 799]
article-headline: ಬೋನ್ಹಾಳ ಗ್ರಾಮದಲ್ಲಿ ಸಾಲಬಾಧೆಗೆ ರೈತ ಆತ್ಮಹತ್ಯೆ bbox=[404, 1933, 776, 1961]
article-headline: ಸರ್ಕಾರಿ ಕೈಗಾರಿಕಾ ತರಬೇತಿ ಸಂಸ್ಥೆ: ಪ್ರವೇಶಕ್ಕೆ ಅರ್ಜಿ ಆಹ್ವಾನ bbox=[910, 842, 1305, 866]
section-rule bbox=[37, 476, 896, 478]
masthead-logo: ಸತ್ಯಕಾಮ bbox=[634, 47, 731, 85]
article-headline: ವಿರುಪಣ್ಣ ಸಪ್ಪಂಡಿ ನಿಧನ bbox=[38, 1905, 223, 1933]
section-rule bbox=[907, 487, 1412, 489]
weekday-label: Saturday bbox=[49, 55, 160, 87]
article-body: ಸುರಪುರ: ನಗರದ ರಂಗಂಪೇಟೆಯ ನಿವಾಸಿ ಲಿಂಗಾಯತ ಸಮಾಜದ ಹಿರಿಯ ಜೀವಿ ವಿರುಪಣ್ಣ ಸಪ್ಪಂಡಿ (78 ವರ್ಷ) ಶುಕ್ರವಾರ ಮಧ್ಯಾಹ್ನ ನಿಧನರಾಗಿದ್ದಾರೆ. ಮೃತರಿಗೆ ಪತ್ನಿ ಇಬ್ಬರು ಪುತ್ರರು, ಪುತ್ರಿ ಸೇರಿ ಅಪಾರ ಬಂಧು ಬಳಗವನ್ನು ಅಗಲಿದ್ದಾರೆ. ಶನಿವಾರ ಮಧ್ಯಾಹ್ನ 1 ಗಂಟೆಗೆ ನಗರದ ರಂಗಂಪೇಟೆಯ ವೀರಶೈವ ರುದ್ರಭೂಮಿಯಲ್ಲಿ ಅಂತ್ಯಕ್ರಿಯೆ ನೆರವೇರಲಿದೆ ಎಂದು ಕುಟುಂಬ ಮೂಲಗಳಿಂದ ತಿಳಿದಿದೆ. bbox=[141, 1947, 387, 2034]
header-rule bbox=[37, 105, 1412, 107]
article-body: ಕಲಬುರಗಿ: ಮನುಷ್ಯರಾಗಿ ಶಿವ ಧ್ಯಾನ ಮಾಡಿದಲ್ಲದೆ ಕಾಗೆ ಕೋಗಿಲೆಯಂತೆ ಕರ್ಕ ಎಂಬ ಶರಣರ ವಾಣಿಯಂತೆ ಶ್ರಾವಣ ಮಾಸದಲ್ಲಿ ಅರಿವು ಮಾಡಬೇಕು ಎಂದು ಪ್ರವಚನಕಾರ ಜನನಾಧಕಾರ್ಯರು ಹೇಳಿದರು. ಮನುಷ್ಯ ಜನ್ಮ ಬಹಳಷ್ಟು ಎಷ್ಟೋ ಪಾಪ ಕಳೆದು ಮನುಷ್ಯ ಜನ್ಮ ಬಂದಿದೆ ಅದನ್ನು ಸದುಪಯೋಗ ಪಡೆದುಕೊಳ್ಳಬೇಕು ಎಂದರೆ ಶಿವ ಧ್ಯಾನ ಬಹು ಮುಖ್ಯ ಎಂದರು. ಪರೋಪಕಾರ ಪ್ರಜ್ಞಾ ಕೆಲಸ ಪರಮಾತ್ಮನ ತತ್ವದಂತೆ ನಡೆಯಬೇಕು ಎಂದರೆ ಗುರುವಿನ ಮಾರ್ಗದಲ್ಲಿ ನಡೆಯಬೇಕು. ಗುರು ಎಲ್ಲರಿಗೂ ಮಾರ್ಗದರ್ಶನ ನೀಡುವ ದೀಪ ಎಂದು ಹೇಳಿದರು. ಪ್ರವಚನ ಕಾರ್ಯಕ್ರಮದಲ್ಲಿ ಗಡಿಯಾರದ ಅಲಾರ್ಮ್ ಅಂತೆ ಪ್ರತಿದಿನ ಶಿವಧ್ಯಾನ ಮಾಡಿದರೆ ಜೀವನ ಸಾರ್ಥಕ ಎಂದು ಹೇಳಿದರು. ಈ ಸಂದರ್ಭದಲ್ಲಿ ಪ್ರವಚನ ಕಾರ್ಯಕ್ರಮ ನಡೆಯಿತು. ಸಭೆಯಲ್ಲಿ ಮಹಾಲಕ್ಷ್ಮಿ ದೇವಸ್ಥಾನ ಕಮಿಟಿ ಸದಸ್ಯರು ಕಾಲೋನಿಯ ಸಕಲ ಭಕ್ತರು ಹಾಜರಿದ್ದರು. bbox=[404, 1532, 648, 1710]
article-body: ಮಳೆಯಿಂದ ಹತ್ತಿ ಬೆಳೆ ಹಾಳಾಗಿದ್ದರಿಂದ ಸಾಲ ತೀರಿಸಲಾಗದೆ ಮನನೊಂದು ಆತ್ಮಹತ್ಯೆ ಮಾಡಿಕೊಂಡಿದ್ದಾನೆ. ಮೃತನಿಗೆ ಪತ್ನಿ, ಇಬ್ಬರು ಮಕ್ಕಳು ಇದ್ದಾರೆ. ಈ ಕುರಿತು ಮೃತನ ಪತ್ನಿ ನೀಡಿದ ದೂರಿನ ಮೇರೆಗೆ ಸುರಪುರ ಪೊಲೀಸ್ ಠಾಣೆಯಲ್ಲಿ ಪ್ರಕರಣ ದಾಖಲಾಗಿದೆ ಎಂದು ಹೇಳಲಾಗಿದೆ. ಸುರಪುರ ಪೊಲೀಸ್ ಠಾಣೆ ವ್ಯಾಪ್ತಿಯಲ್ಲಿ ಘಟನೆ ನಡೆದಿದೆ. bbox=[714, 1972, 896, 2074]
section-rule bbox=[907, 1355, 1412, 1357]
article-headline: ರಾಯಚೂರು ನಗರಸಭೆ; ಆಸ್ತಿ ತೆರಿಗೆ ಪಾವತಿ ಅವಧಿ ಸೆ.14ರವರೆಗೆ ವಿಸ್ತರಣೆ bbox=[38, 1243, 751, 1277]
section-rule bbox=[907, 1623, 1412, 1625]
issue-date: ಶನಿವಾರ31-08-2024 bbox=[244, 56, 471, 86]
article-headline: ಹುಣಸಗಿ ಪಟ್ಟಣ ಪಂಚಾಯತಿ ಡೇ-ನಲ್ಮ್ ಅಭಿಯಾನ ಪಿ.ಎಂ.ಸ್ವ-ನಿಧಿ ಯೋಜನೆಯಡಿ ಅರ್ಜಿ ಆಹ್ವಾನ bbox=[922, 493, 1400, 545]
header-divider bbox=[1256, 49, 1257, 95]
article-headline: ಕಲ್ಯಾಣ ಕರ್ನಾಟಕ ರಸ್ತೆ ಸಾರಿಗೆ ನಿಗಮ; ಸೆ.02ರಂದು ಫೋನ್-ಇನ್ ಕಾರ್ಯಕ್ರಮ bbox=[935, 1066, 1387, 1129]
article-body: ಯಾದಗಿರಿ: ಶಹಾಪೂರ ನಗರಸಭೆ ಡೇ-ನಲ್ಮ್ ಅಭಿಯಾನ ಮತ್ತು ಪಿ.ಎಂ.ಸ್ವ-ನಿಧಿ ಯೋಜನೆಯಡಿ ಬೀದಿಬದಿ ವ್ಯಾಪಾರಿಗಳು ಮತ್ತು ಸ್ವಯಂ ಉದ್ಯೋಗಿಗಳ ಕುರಿತು ಅಧ್ಯಯನ ಮಾಡಲು ಇಂಟರ್ನ್‌ಶಿಪ್ ಕಾರ್ಯಕ್ರಮಕ್ಕೆ ಅರ್ಜಿ ಆಹ್ವಾನಿಸಲಾಗಿದೆ. ಆಸಕ್ತ ಅಭ್ಯರ್ಥಿಗಳು ಪದವಿ, ಸ್ನಾತಕೋತ್ತರ ಪದವಿ, ಡಿಪ್ಲೋಮಾ ವಿದ್ಯಾರ್ಥಿಗಳು ಅರ್ಜಿ ಸಲ್ಲಿಸಬಹುದು. ಈ ಇಂಟರ್ನ್‌ಶಿಪ್ ಅವಧಿ 3 ರಿಂದ 5 ತಿಂಗಳು ಆಗಿರಲಿದ್ದು, ಮಾಸಿಕ ಗೌರವಧನ ನೀಡಲಾಗುವುದು. ಅಭ್ಯರ್ಥಿಗಳು 2022-23ನೇ ಸಾಲಿನಲ್ಲಿ ಪದವಿ ಪೂರೈಸಿದವರು ಅರ್ಹರಾಗಿರುತ್ತಾರೆ. ವೆಬ್‌ಸೈಟ್ internship.aicte-india.org INTERNSHIPGOV-170592346065ae53846cff4/ INTERNSHIP UNDER THE DAY NULM ನಲ್ಲಿ 2024ರ ಸೆಪ್ಟೆಂಬರ್ 21ರ ಒಳಗೆ ಅರ್ಜಿ ಸಲ್ಲಿಸಬೇಕು. ಆನ್‌ಲೈನ್ ಮುಖಾಂತರ TULIP PORTAL ನಲ್ಲಿ ನೋಂದಾಯಿಸಿಕೊಳ್ಳಬೇಕು ಎಂದು ಅವರು ಪ್ರಕಟಣೆಯಲ್ಲಿ ತಿಳಿಸಿದ್ದಾರೆ. bbox=[910, 191, 1412, 293]
footer-rule bbox=[37, 2095, 1412, 2097]
section-rule bbox=[396, 1927, 896, 1930]
article-headline: ವ್ಯಕ್ತಿ ಕಾಣೆ ಪತ್ತೆಗೆ ರಾಯಚೂರು ಗ್ರಾಮೀಣ ಪೊಲೀಸರ ಮನವಿ bbox=[910, 1361, 1305, 1385]
